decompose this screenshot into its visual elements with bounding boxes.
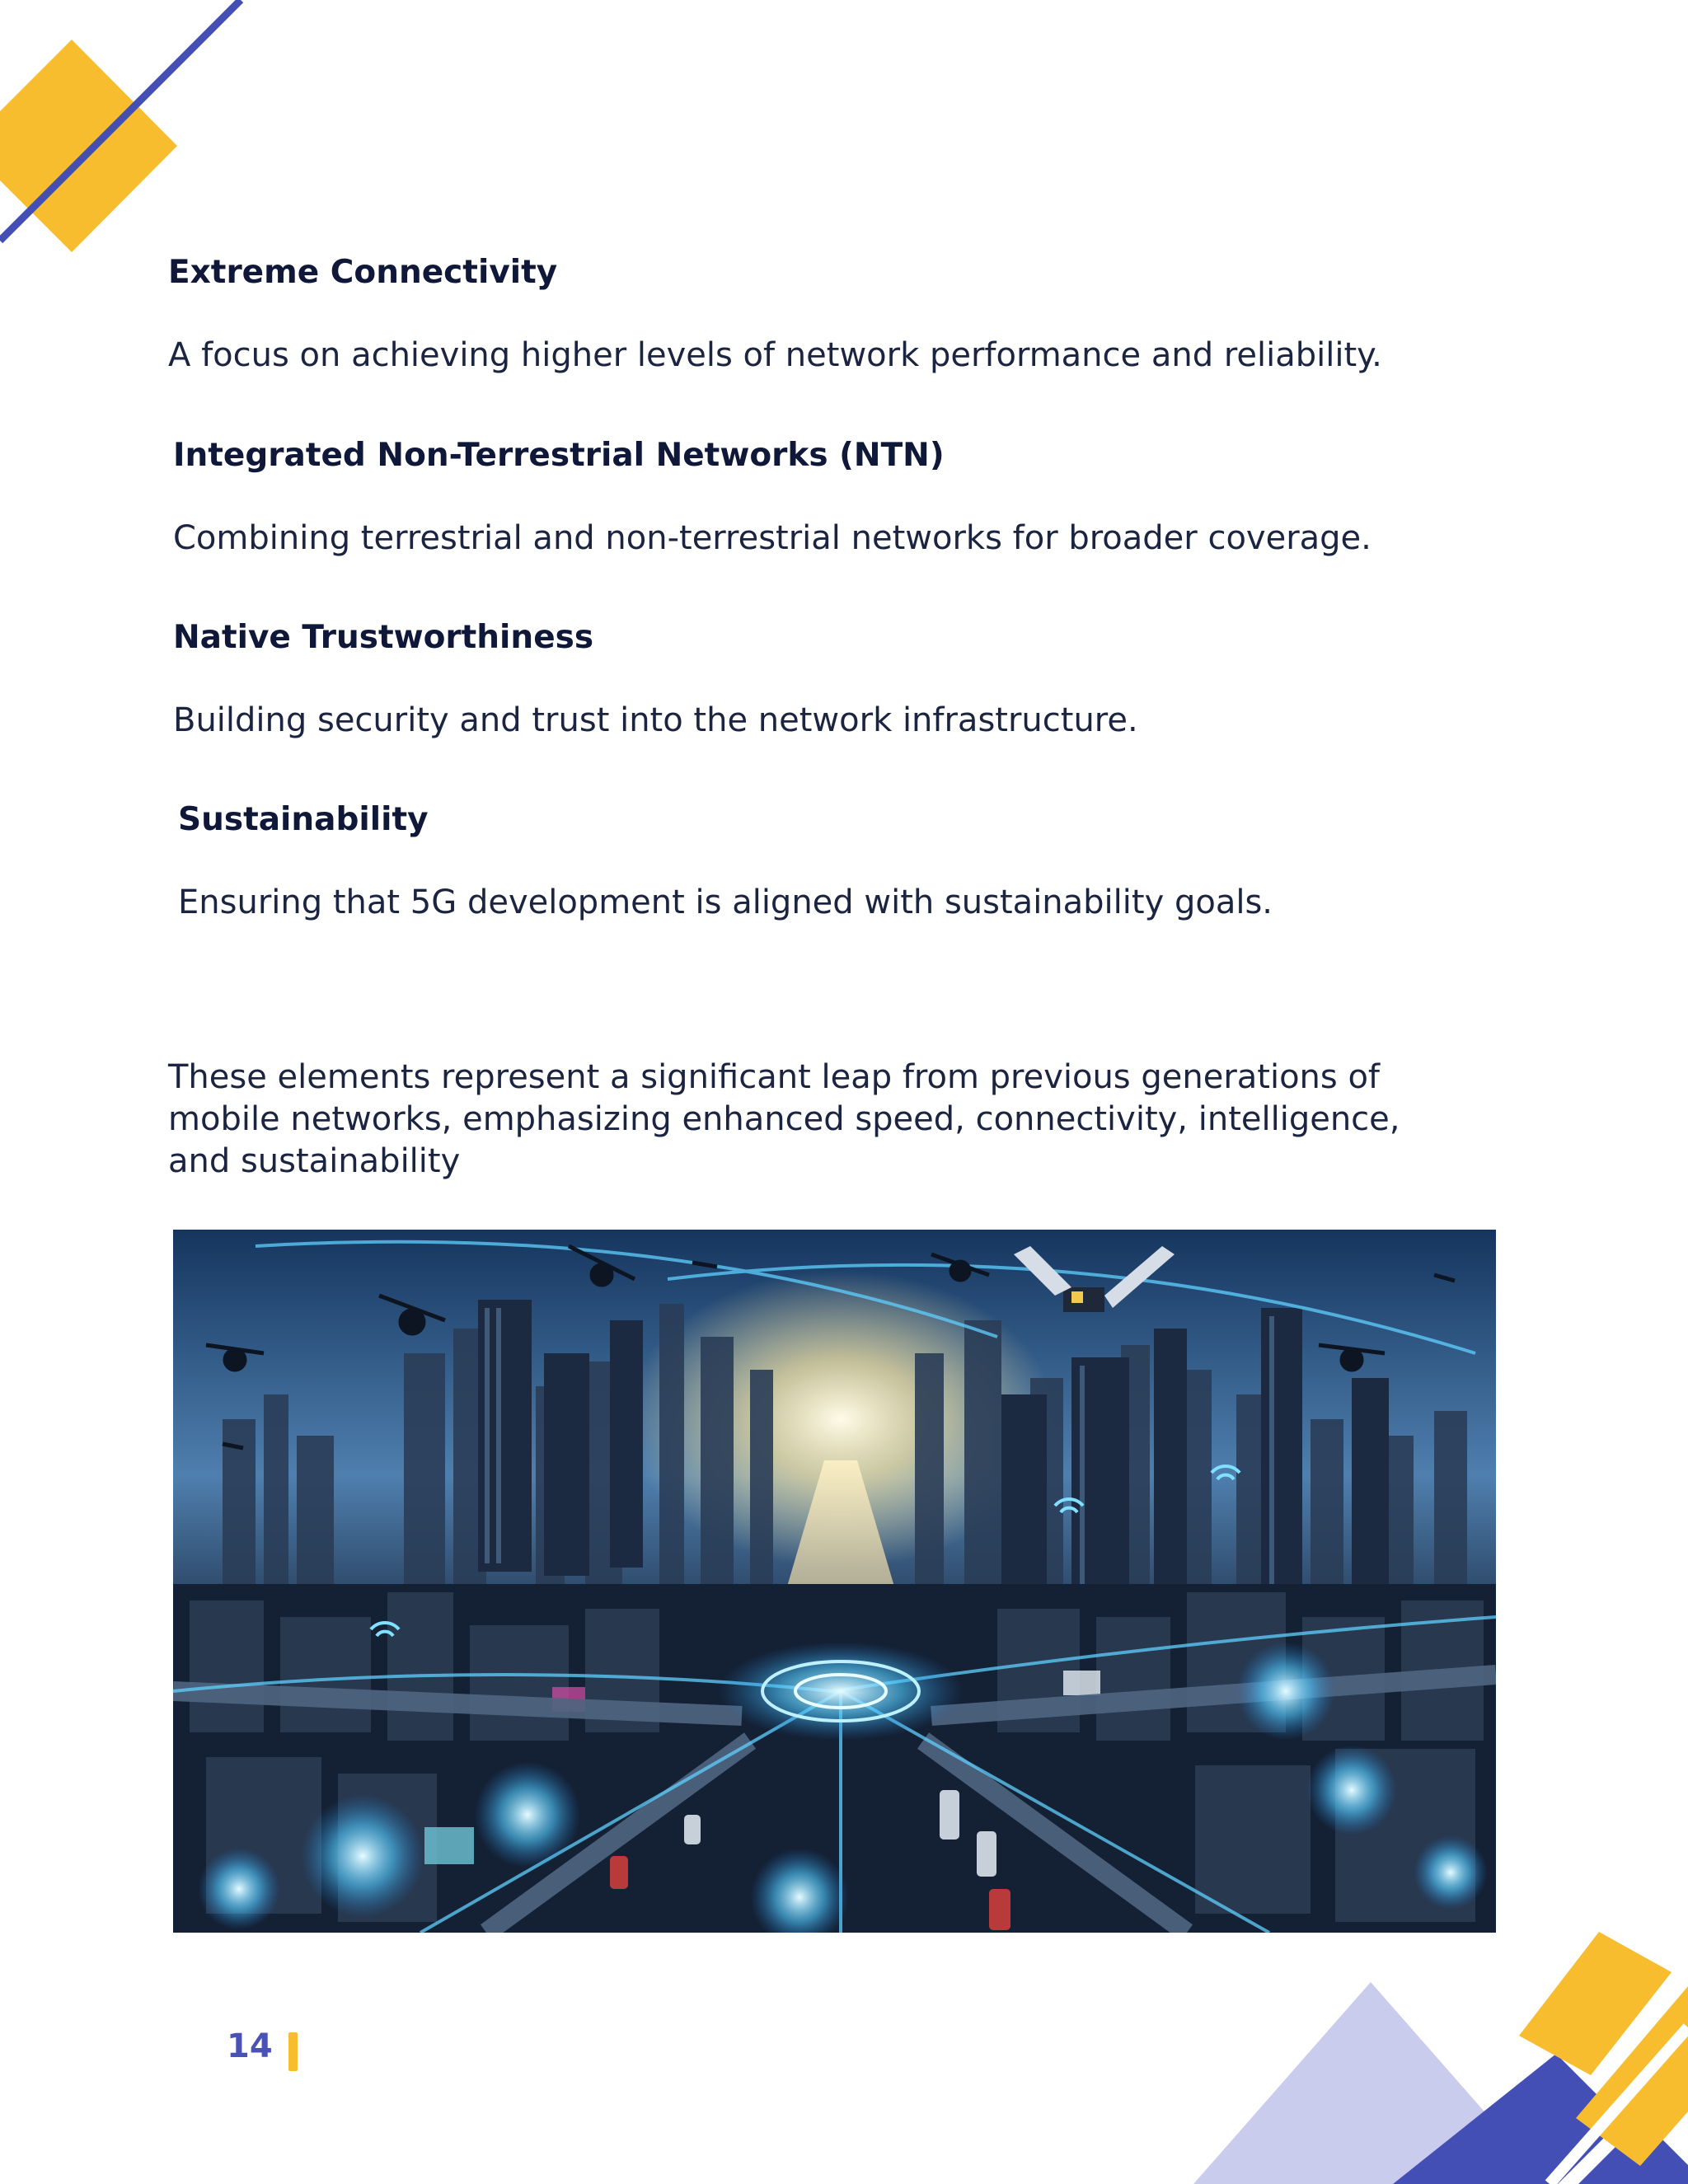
section-title-extreme-connectivity: Extreme Connectivity	[168, 254, 558, 291]
building-window-sign-3	[1063, 1671, 1100, 1695]
section-title-sustainability: Sustainability	[178, 801, 429, 838]
top-left-decoration	[0, 0, 247, 264]
page-number-marker	[288, 2032, 298, 2071]
smart-city-illustration	[173, 1230, 1496, 1933]
indigo-triangle-shape-2	[1578, 2120, 1688, 2184]
section-title-ntn: Integrated Non-Terrestrial Networks (NTN)	[173, 437, 945, 474]
yellow-bar-shape	[1519, 1932, 1672, 2075]
lavender-triangle-shape	[1193, 1982, 1548, 2184]
section-body-sustainability: Ensuring that 5G development is aligned with sustainability goals.	[178, 883, 1273, 921]
yellow-bar-shape-2	[1576, 1986, 1688, 2166]
indigo-triangle-shape	[1393, 2054, 1622, 2184]
yellow-diamond-shape	[0, 40, 177, 252]
city-scene	[173, 1230, 1496, 1933]
summary-paragraph: These elements represent a significant leap from previous generations of mobile networks, emphasizing enhanced speed, connectivity, intelligence, and sustainability	[168, 1058, 1400, 1180]
section-body-ntn: Combining terrestrial and non-terrestrial networks for broader coverage.	[173, 519, 1372, 557]
building-window-sign	[424, 1827, 474, 1864]
section-title-native-trustworthiness: Native Trustworthiness	[173, 619, 594, 656]
white-divider-line	[1550, 2027, 1688, 2184]
section-body-native-trustworthiness: Building security and trust into the network infrastructure.	[173, 701, 1138, 739]
indigo-diagonal-line	[0, 0, 241, 241]
section-body-extreme-connectivity: A focus on achieving higher levels of network performance and reliability.	[168, 336, 1382, 374]
page-number: 14	[227, 2027, 273, 2065]
